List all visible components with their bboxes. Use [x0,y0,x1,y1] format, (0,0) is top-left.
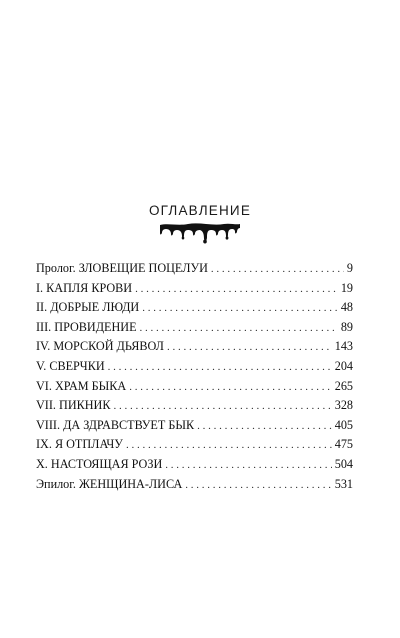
toc-entry[interactable] [36,318,353,338]
toc-entry-title: IV. МОРСКОЙ ДЬЯВОЛ [36,339,164,354]
toc-entry-page: 265 [334,378,353,393]
toc-entry-title: VII. ПИКНИК [36,398,111,413]
toc-entry-page: 328 [334,398,353,413]
toc-entry[interactable] [36,259,353,279]
toc-entry[interactable] [36,416,353,436]
toc-entry-page: 405 [334,417,353,432]
toc-leader-dots [211,260,344,280]
toc-entry[interactable] [36,357,353,377]
toc-heading: ОГЛАВЛЕНИЕ [148,203,252,218]
toc-entry-page: 143 [334,339,353,354]
toc-entry-title: X. НАСТОЯЩАЯ РОЗИ [36,456,163,471]
toc-leader-dots [197,417,332,437]
toc-leader-dots [113,397,331,417]
toc-entry-title: II. ДОБРЫЕ ЛЮДИ [36,300,140,315]
toc-leader-dots [142,299,338,319]
toc-entry[interactable] [36,377,353,397]
toc-entry-title: III. ПРОВИДЕНИЕ [36,319,137,334]
toc-entry-page: 504 [334,456,353,471]
toc-entry[interactable] [36,396,353,416]
toc-entry-page: 531 [334,476,353,491]
toc-entry-page: 204 [334,358,353,373]
toc-entry-page: 475 [334,437,353,452]
blood-drip-ornament [158,222,242,244]
toc-entry-page: 48 [340,300,353,315]
toc-entry-title: VI. ХРАМ БЫКА [36,378,127,393]
toc-entry[interactable] [36,455,353,475]
toc-entry-title: VIII. ДА ЗДРАВСТВУЕТ БЫК [36,417,195,432]
toc-leader-dots [140,319,338,339]
toc-entry-page: 89 [340,319,353,334]
table-of-contents [36,259,353,494]
toc-entry-title: IX. Я ОТПЛАЧУ [36,437,123,452]
toc-entry[interactable] [36,435,353,455]
toc-entry[interactable] [36,475,353,495]
toc-leader-dots [167,338,332,358]
toc-leader-dots [108,358,332,378]
toc-entry-page: 9 [346,261,353,275]
toc-entry-page: 19 [340,280,353,295]
toc-entry-title: Пролог. ЗЛОВЕЩИЕ ПОЦЕЛУИ [36,261,208,275]
toc-entry-title: I. КАПЛЯ КРОВИ [36,280,133,295]
toc-leader-dots [185,476,331,496]
toc-leader-dots [135,280,338,300]
toc-leader-dots [165,456,331,476]
toc-leader-dots [126,436,332,456]
toc-entry[interactable] [36,298,353,318]
toc-entry[interactable] [36,279,353,299]
toc-leader-dots [129,378,332,398]
toc-entry-title: Эпилог. ЖЕНЩИНА-ЛИСА [36,476,183,491]
toc-entry-title: V. СВЕРЧКИ [36,358,105,373]
toc-entry[interactable] [36,337,353,357]
